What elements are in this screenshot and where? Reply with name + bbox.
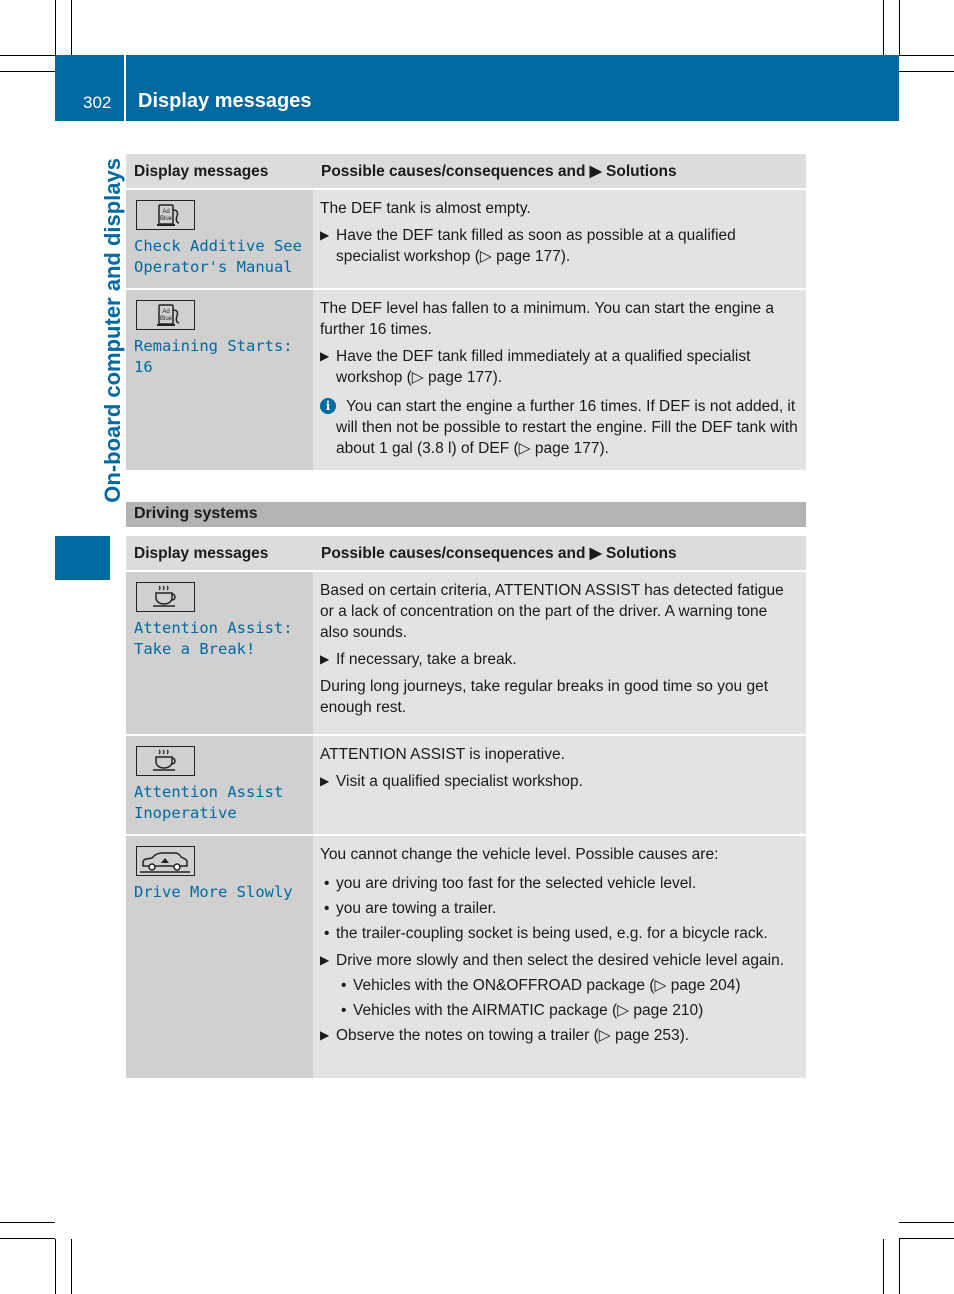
step-arrow-icon: ▶ [320, 774, 330, 788]
message-cell [126, 189, 313, 289]
cause-bullet [320, 873, 798, 894]
page-title: Display messages [138, 90, 312, 112]
step-text: Have the DEF tank filled as soon as possible at a qualified specialist workshop (▷ page 177). [336, 227, 736, 265]
page-header [55, 55, 899, 121]
crop-mark [0, 55, 55, 56]
arrow-icon: ▶ [589, 163, 602, 180]
action-step [320, 649, 798, 670]
cause-text: Based on certain criteria, ATTENTION ASSIST has detected fatigue or a lack of concentration on the part of the driver. A warning tone also sounds. [320, 582, 784, 641]
adblue-icon [136, 300, 195, 330]
info-icon: i [320, 398, 336, 414]
bullet-text: the trailer-coupling socket is being used, e.g. for a bicycle rack. [336, 925, 768, 942]
message-line: Remaining Starts: [134, 337, 293, 355]
crop-mark [0, 1238, 55, 1239]
table-row [126, 571, 806, 735]
crop-mark [899, 71, 954, 72]
header-divider [124, 55, 126, 121]
message-line: Inoperative [134, 804, 237, 822]
bullet-dot: • [341, 977, 347, 994]
message-cell [126, 835, 313, 1079]
cause-bullet [320, 923, 798, 944]
solution-cell [313, 835, 806, 1079]
action-step [320, 950, 798, 971]
crop-mark [899, 1222, 954, 1223]
column-header-causes-text: Possible causes/consequences and [321, 163, 586, 180]
step-arrow-icon: ▶ [320, 953, 330, 967]
message-cell [126, 735, 313, 835]
crop-mark [899, 0, 900, 55]
message-line: Operator's Manual [134, 258, 293, 276]
cause-bullet [320, 898, 798, 919]
svg-text:Ad: Ad [162, 209, 170, 215]
bullet-dot: • [341, 1002, 347, 1019]
action-step [320, 225, 798, 267]
cause-text: You cannot change the vehicle level. Possible causes are: [320, 846, 719, 863]
step-text: If necessary, take a break. [336, 651, 517, 668]
column-header-solutions-text: Solutions [606, 163, 677, 180]
cause-text: The DEF level has fallen to a minimum. You can start the engine a further 16 times. [320, 300, 775, 338]
bullet-text: Vehicles with the ON&OFFROAD package (▷ page 204) [353, 977, 741, 994]
display-messages-table-driving [126, 536, 806, 1080]
bullet-text: Vehicles with the AIRMATIC package (▷ page 210) [353, 1002, 704, 1019]
column-header-messages: Display messages [126, 154, 313, 189]
info-text: You can start the engine a further 16 times. If DEF is not added, it will then not be possible to restart the engine. Fill the DEF tank with about 1 gal (3.8 l) of DEF (▷ page 177). [336, 398, 798, 457]
crop-mark [55, 1239, 56, 1294]
bullet-dot: • [324, 925, 330, 942]
message-cell [126, 289, 313, 471]
display-message-text [134, 336, 305, 378]
message-line: Attention Assist: [134, 619, 293, 637]
step-arrow-icon: ▶ [320, 652, 330, 666]
section-heading [126, 502, 806, 527]
advice-text: During long journeys, take regular breaks in good time so you get enough rest. [320, 678, 769, 716]
column-header-causes-text: Possible causes/consequences and [321, 545, 586, 562]
message-line: Attention Assist [134, 783, 284, 801]
crop-mark [899, 55, 954, 56]
solution-cell [313, 571, 806, 735]
action-step [320, 1025, 798, 1046]
vehicle-level-icon [136, 846, 195, 876]
adblue-icon [136, 200, 195, 230]
crop-mark [0, 71, 55, 72]
message-line: 16 [134, 358, 153, 376]
step-arrow-icon: ▶ [320, 228, 330, 242]
crop-mark [899, 1239, 900, 1294]
bullet-text: you are driving too fast for the selected vehicle level. [336, 875, 697, 892]
table-row [126, 289, 806, 471]
table-row [126, 835, 806, 1079]
cause-text: ATTENTION ASSIST is inoperative. [320, 746, 565, 763]
bullet-dot: • [324, 875, 330, 892]
sub-bullet [320, 975, 798, 996]
table-row [126, 189, 806, 289]
message-cell [126, 571, 313, 735]
crop-mark [71, 0, 72, 55]
coffee-cup-icon [136, 746, 195, 776]
crop-mark [0, 1222, 55, 1223]
step-arrow-icon: ▶ [320, 1028, 330, 1042]
table-header-row [126, 154, 806, 189]
side-chapter-label: On-board computer and displays [100, 158, 125, 503]
column-header-causes [313, 154, 806, 189]
step-text: Visit a qualified specialist workshop. [336, 773, 583, 790]
solution-cell [313, 289, 806, 471]
bullet-text: you are towing a trailer. [336, 900, 497, 917]
table-header-row [126, 536, 806, 571]
crop-mark [883, 1239, 884, 1294]
solution-cell [313, 735, 806, 835]
crop-mark [899, 1238, 954, 1239]
message-line: Check Additive See [134, 237, 302, 255]
column-header-causes [313, 536, 806, 571]
display-message-text [134, 618, 305, 660]
sub-bullet [320, 1000, 798, 1021]
step-text: Have the DEF tank filled immediately at a qualified specialist workshop (▷ page 177). [336, 348, 751, 386]
cause-text: The DEF tank is almost empty. [320, 200, 531, 217]
action-step [320, 346, 798, 388]
arrow-icon: ▶ [589, 545, 602, 562]
svg-text:Ad: Ad [162, 309, 170, 315]
step-arrow-icon: ▶ [320, 349, 330, 363]
column-header-messages: Display messages [126, 536, 313, 571]
crop-mark [55, 0, 56, 55]
crop-mark [883, 0, 884, 55]
svg-text:Blue: Blue [159, 316, 173, 322]
display-messages-table-def [126, 154, 806, 472]
display-message-text [134, 236, 305, 278]
svg-text:Blue: Blue [159, 216, 173, 222]
message-line: Drive More Slowly [134, 883, 293, 901]
step-text: Drive more slowly and then select the desired vehicle level again. [336, 952, 785, 969]
solution-cell [313, 189, 806, 289]
section-title: Driving systems [134, 505, 258, 522]
info-note [320, 396, 798, 459]
coffee-cup-icon [136, 582, 195, 612]
action-step [320, 771, 798, 792]
column-header-solutions-text: Solutions [606, 545, 677, 562]
side-tab-marker [55, 536, 110, 580]
display-message-text [134, 782, 305, 824]
step-text: Observe the notes on towing a trailer (▷ page 253). [336, 1027, 690, 1044]
table-row [126, 735, 806, 835]
display-message-text [134, 882, 305, 903]
page-number: 302 [83, 93, 112, 112]
crop-mark [71, 1239, 72, 1294]
bullet-dot: • [324, 900, 330, 917]
message-line: Take a Break! [134, 640, 256, 658]
